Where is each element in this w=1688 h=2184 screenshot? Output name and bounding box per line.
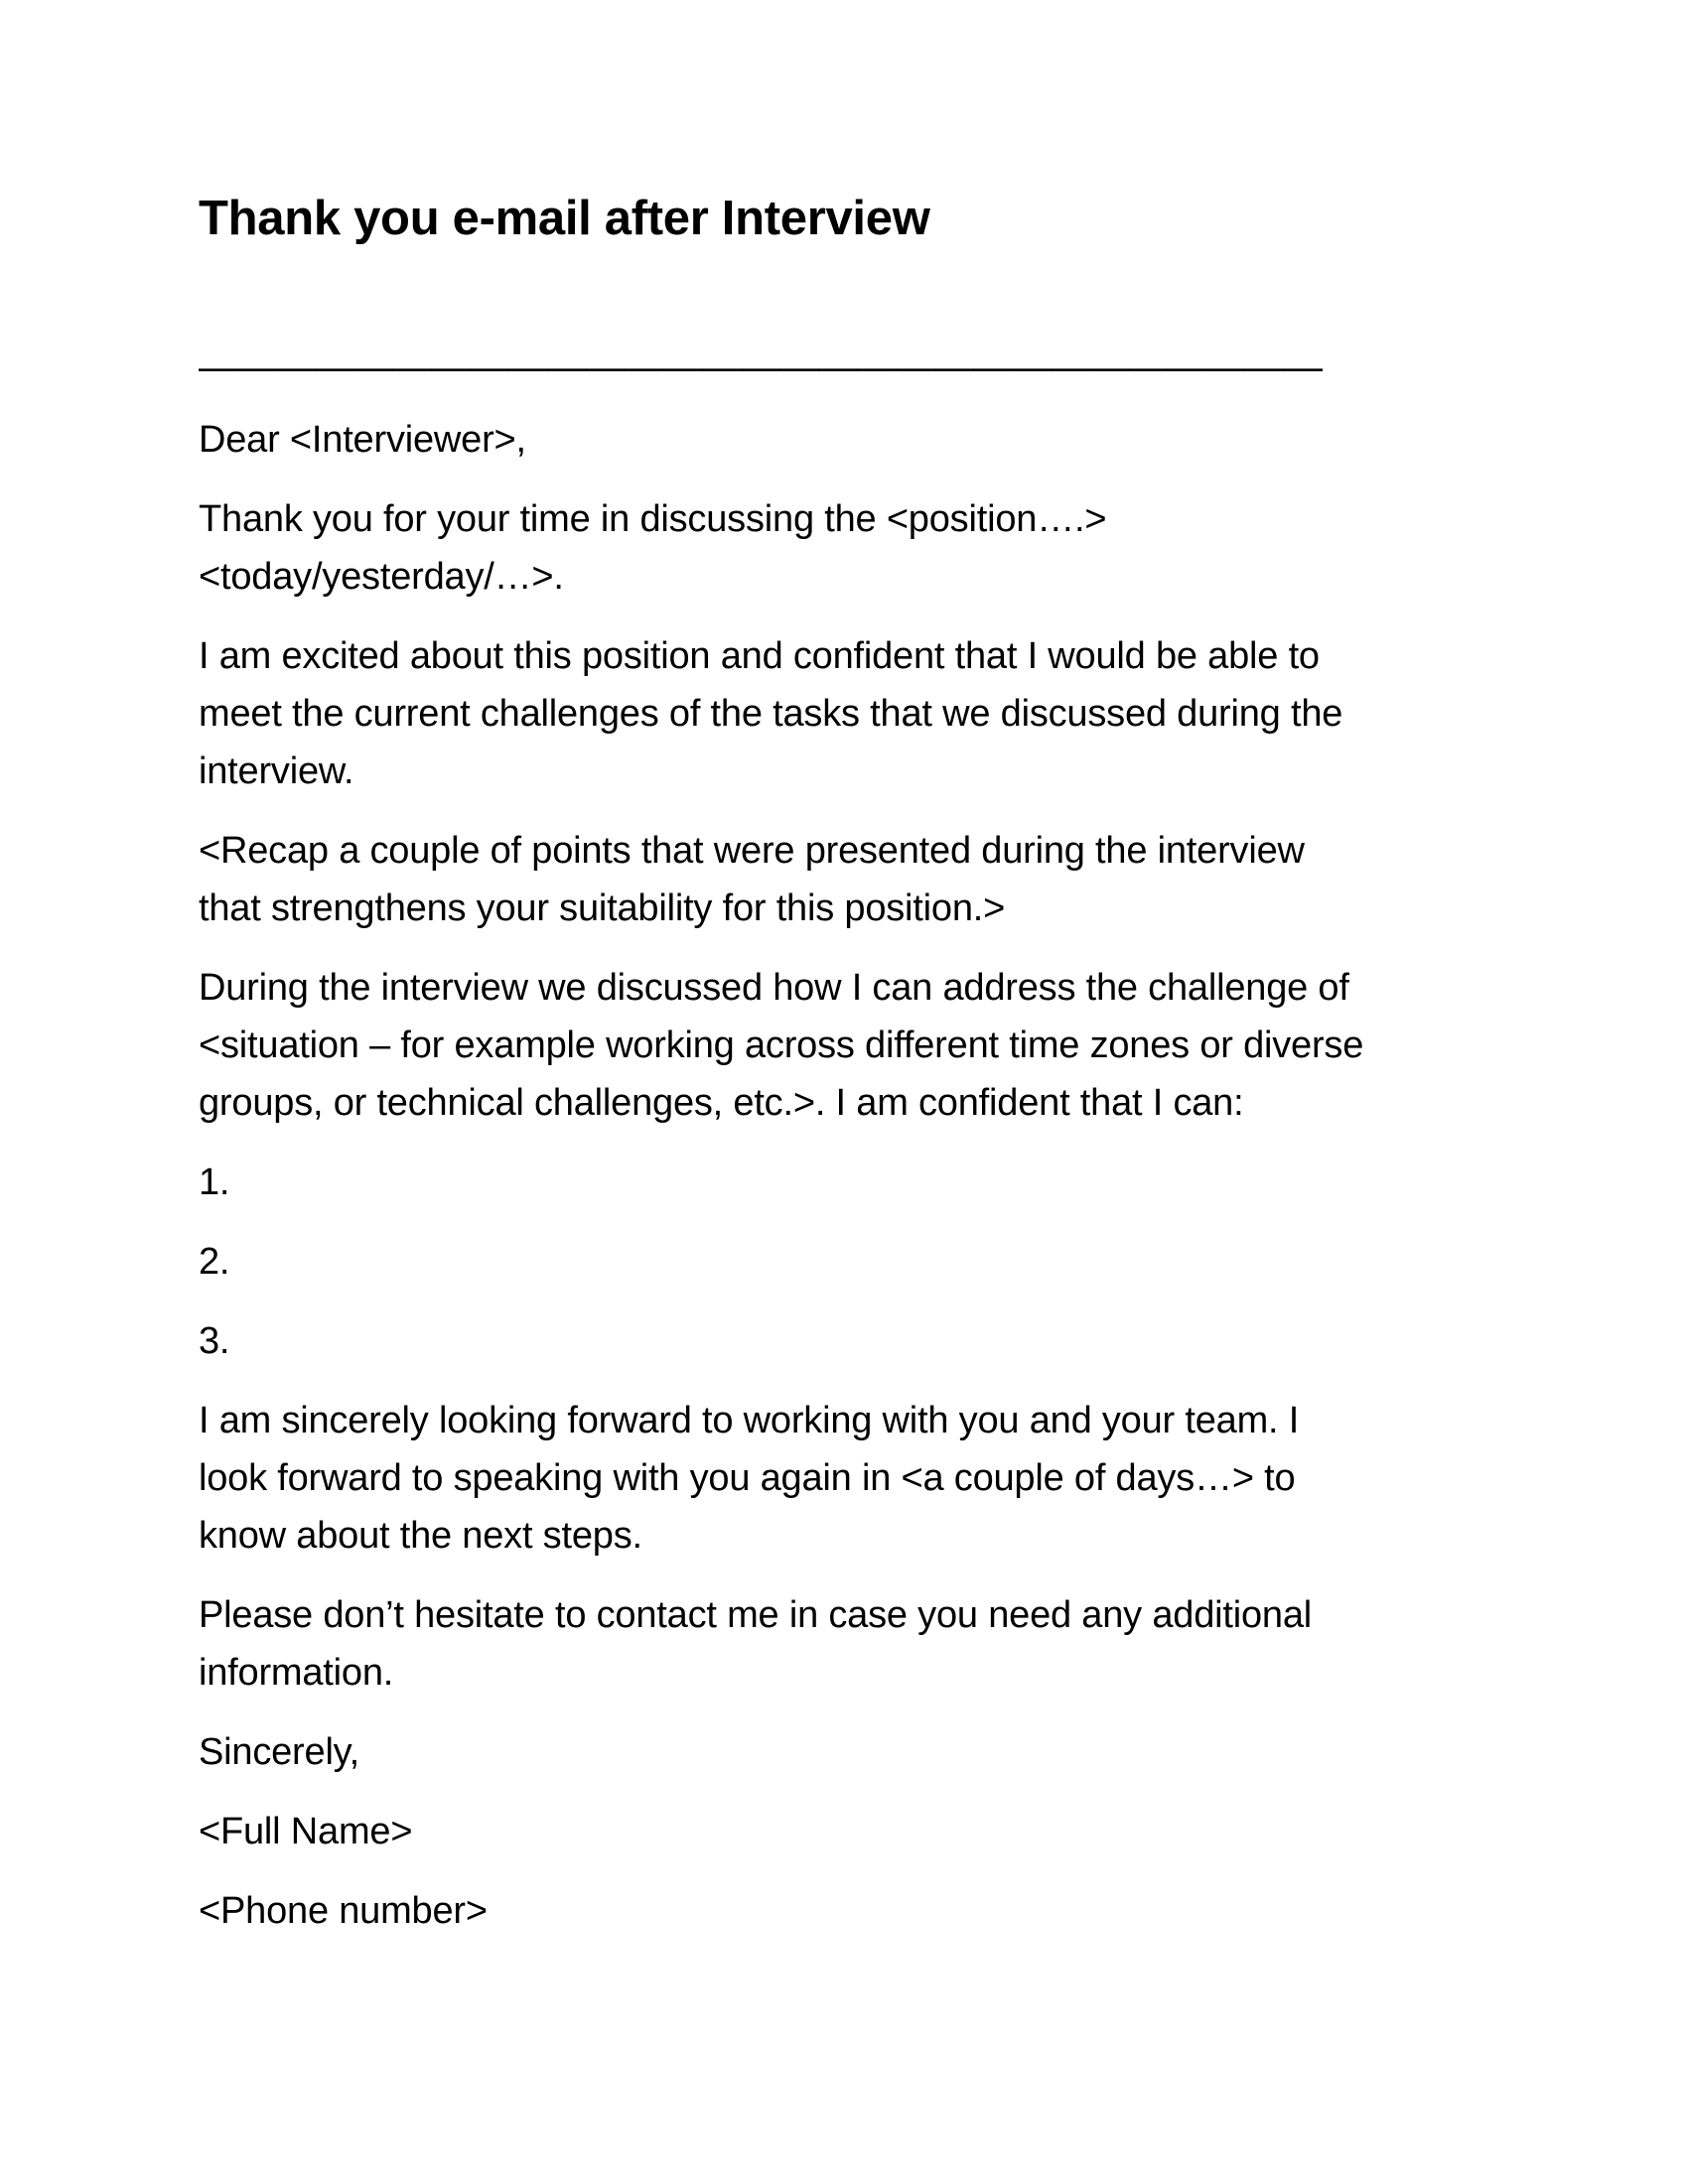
challenge-line-3: groups, or technical challenges, etc.>. I am confident that I can: [199, 1082, 1244, 1124]
forward-line-1: I am sincerely looking forward to working with you and your team. I [199, 1400, 1300, 1441]
excitement-line-1: I am excited about this position and confident that I would be able to [199, 635, 1320, 677]
greeting-line: Dear <Interviewer>, [199, 419, 526, 461]
list-item-2: 2. [199, 1241, 230, 1283]
excitement-line-2: meet the current challenges of the tasks that we discussed during the [199, 693, 1343, 735]
forward-line-3: know about the next steps. [199, 1515, 642, 1557]
thanks-paragraph [199, 490, 1489, 606]
signature-divider-line: ————————————————————————————— [199, 345, 1322, 389]
contact-paragraph [199, 1586, 1489, 1702]
excitement-paragraph [199, 627, 1489, 800]
recap-line-2: that strengthens your suitability for this position.> [199, 887, 1006, 929]
list-item-1: 1. [199, 1161, 230, 1203]
closing-line: Sincerely, [199, 1731, 360, 1773]
full-name-placeholder: <Full Name> [199, 1811, 413, 1852]
document-title: Thank you e-mail after Interview [199, 192, 930, 245]
recap-paragraph [199, 822, 1489, 937]
list-item-3: 3. [199, 1320, 230, 1362]
challenge-line-2: <situation – for example working across different time zones or diverse [199, 1024, 1364, 1066]
document-content [199, 189, 1489, 1962]
contact-line-2: information. [199, 1652, 394, 1694]
thanks-line-1: Thank you for your time in discussing the <position….> [199, 498, 1107, 540]
challenge-paragraph [199, 959, 1489, 1132]
thanks-line-2: <today/yesterday/…>. [199, 556, 564, 598]
recap-line-1: <Recap a couple of points that were presented during the interview [199, 830, 1305, 872]
phone-number-placeholder: <Phone number> [199, 1890, 488, 1932]
challenge-line-1: During the interview we discussed how I can address the challenge of [199, 967, 1349, 1009]
excitement-line-3: interview. [199, 751, 354, 792]
contact-line-1: Please don’t hesitate to contact me in case you need any additional [199, 1594, 1313, 1636]
forward-line-2: look forward to speaking with you again in <a couple of days…> to [199, 1457, 1296, 1499]
forward-paragraph [199, 1392, 1489, 1565]
